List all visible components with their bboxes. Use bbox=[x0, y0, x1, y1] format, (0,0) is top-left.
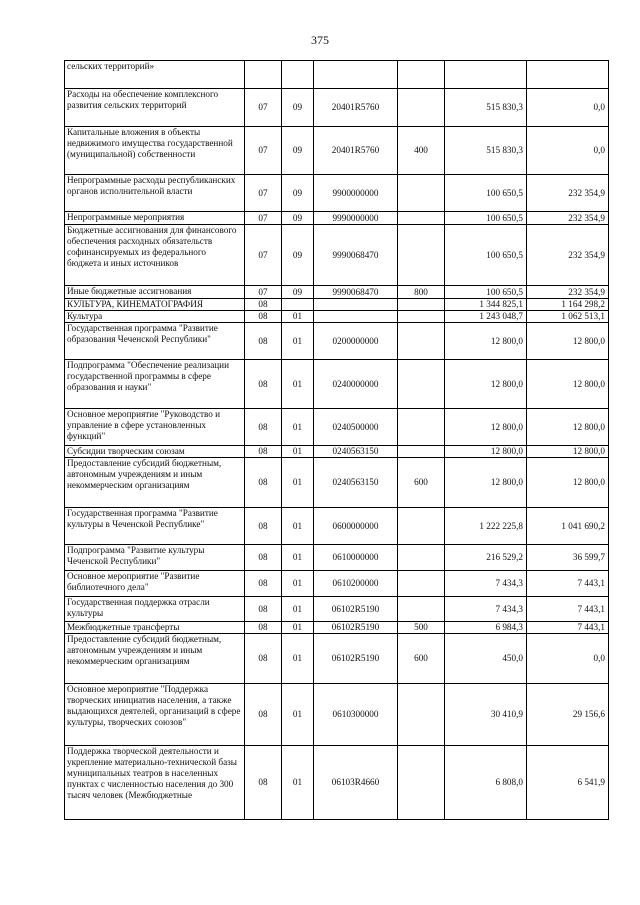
cell-name: Иные бюджетные ассигнования bbox=[65, 286, 245, 299]
budget-table-body bbox=[65, 61, 609, 820]
cell-name: Бюджетные ассигнования для финансового обеспечения расходных обязательств софинансируемых из федерального бюджета и иных источников bbox=[65, 225, 245, 286]
cell-expense-type: 600 bbox=[398, 458, 445, 508]
cell-sum-year-1: 6 808,0 bbox=[445, 746, 527, 820]
cell-target-article: 0610000000 bbox=[314, 545, 398, 571]
table-row bbox=[65, 61, 609, 89]
cell-sum-year-1: 7 434,3 bbox=[445, 597, 527, 622]
cell-expense-type bbox=[398, 360, 445, 409]
cell-target-article bbox=[314, 311, 398, 323]
cell-target-article: 0240563150 bbox=[314, 446, 398, 458]
cell-expense-type bbox=[398, 746, 445, 820]
cell-sum-year-1: 100 650,5 bbox=[445, 175, 527, 212]
cell-subsection: 01 bbox=[282, 311, 314, 323]
cell-target-article: 0240563150 bbox=[314, 458, 398, 508]
cell-sum-year-2 bbox=[527, 61, 609, 89]
cell-section: 08 bbox=[245, 684, 282, 746]
cell-target-article: 0610300000 bbox=[314, 684, 398, 746]
cell-section: 07 bbox=[245, 127, 282, 175]
cell-section: 08 bbox=[245, 571, 282, 597]
cell-sum-year-2: 6 541,9 bbox=[527, 746, 609, 820]
cell-subsection: 09 bbox=[282, 89, 314, 127]
cell-section: 08 bbox=[245, 311, 282, 323]
table-row bbox=[65, 299, 609, 311]
cell-subsection: 09 bbox=[282, 175, 314, 212]
cell-sum-year-2: 12 800,0 bbox=[527, 446, 609, 458]
cell-subsection: 01 bbox=[282, 622, 314, 634]
table-row bbox=[65, 634, 609, 684]
cell-section: 08 bbox=[245, 597, 282, 622]
cell-subsection: 01 bbox=[282, 360, 314, 409]
cell-expense-type bbox=[398, 545, 445, 571]
cell-expense-type bbox=[398, 597, 445, 622]
cell-name: Основное мероприятие "Развитие библиотечного дела" bbox=[65, 571, 245, 597]
table-row bbox=[65, 311, 609, 323]
table-row bbox=[65, 286, 609, 299]
cell-sum-year-2: 12 800,0 bbox=[527, 409, 609, 446]
table-row bbox=[65, 545, 609, 571]
cell-target-article: 9900000000 bbox=[314, 175, 398, 212]
cell-section: 08 bbox=[245, 634, 282, 684]
cell-sum-year-2: 0,0 bbox=[527, 89, 609, 127]
cell-section: 08 bbox=[245, 299, 282, 311]
cell-section: 08 bbox=[245, 360, 282, 409]
cell-sum-year-1: 100 650,5 bbox=[445, 286, 527, 299]
cell-subsection: 01 bbox=[282, 634, 314, 684]
cell-sum-year-1: 515 830,3 bbox=[445, 127, 527, 175]
cell-target-article: 06103R4660 bbox=[314, 746, 398, 820]
cell-expense-type bbox=[398, 89, 445, 127]
cell-subsection: 09 bbox=[282, 127, 314, 175]
cell-expense-type: 400 bbox=[398, 127, 445, 175]
cell-name: Непрограммные мероприятия bbox=[65, 212, 245, 225]
cell-sum-year-1: 515 830,3 bbox=[445, 89, 527, 127]
cell-name: Расходы на обеспечение комплексного развития сельских территорий bbox=[65, 89, 245, 127]
cell-sum-year-1: 30 410,9 bbox=[445, 684, 527, 746]
cell-expense-type bbox=[398, 225, 445, 286]
cell-sum-year-2: 7 443,1 bbox=[527, 597, 609, 622]
cell-sum-year-1: 450,0 bbox=[445, 634, 527, 684]
table-row bbox=[65, 409, 609, 446]
cell-sum-year-2: 1 164 298,2 bbox=[527, 299, 609, 311]
cell-sum-year-2: 12 800,0 bbox=[527, 360, 609, 409]
cell-sum-year-1: 1 344 825,1 bbox=[445, 299, 527, 311]
cell-name: Государственная программа "Развитие культуры в Чеченской Республике" bbox=[65, 508, 245, 545]
cell-target-article: 20401R5760 bbox=[314, 89, 398, 127]
cell-sum-year-1: 100 650,5 bbox=[445, 212, 527, 225]
cell-sum-year-1 bbox=[445, 61, 527, 89]
cell-target-article: 0240000000 bbox=[314, 360, 398, 409]
cell-sum-year-2: 12 800,0 bbox=[527, 323, 609, 360]
cell-section: 07 bbox=[245, 89, 282, 127]
cell-expense-type bbox=[398, 299, 445, 311]
cell-name: Межбюджетные трансферты bbox=[65, 622, 245, 634]
cell-name: Непрограммные расходы республиканских органов исполнительной власти bbox=[65, 175, 245, 212]
cell-sum-year-2: 0,0 bbox=[527, 127, 609, 175]
table-row bbox=[65, 323, 609, 360]
cell-subsection: 01 bbox=[282, 571, 314, 597]
cell-subsection: 09 bbox=[282, 286, 314, 299]
cell-target-article: 9990000000 bbox=[314, 212, 398, 225]
cell-section: 07 bbox=[245, 212, 282, 225]
table-row bbox=[65, 597, 609, 622]
cell-subsection bbox=[282, 61, 314, 89]
cell-sum-year-1: 216 529,2 bbox=[445, 545, 527, 571]
cell-name: Государственная поддержка отрасли культуры bbox=[65, 597, 245, 622]
cell-sum-year-2: 12 800,0 bbox=[527, 458, 609, 508]
cell-expense-type: 500 bbox=[398, 622, 445, 634]
cell-name: Подпрограмма "Развитие культуры Чеченской Республики" bbox=[65, 545, 245, 571]
cell-expense-type: 600 bbox=[398, 634, 445, 684]
cell-sum-year-2: 232 354,9 bbox=[527, 225, 609, 286]
cell-sum-year-2: 29 156,6 bbox=[527, 684, 609, 746]
cell-sum-year-2: 7 443,1 bbox=[527, 571, 609, 597]
cell-section: 08 bbox=[245, 508, 282, 545]
cell-subsection: 01 bbox=[282, 446, 314, 458]
cell-sum-year-2: 0,0 bbox=[527, 634, 609, 684]
cell-sum-year-1: 7 434,3 bbox=[445, 571, 527, 597]
cell-target-article: 0610200000 bbox=[314, 571, 398, 597]
budget-table bbox=[64, 60, 609, 820]
cell-subsection: 01 bbox=[282, 508, 314, 545]
cell-sum-year-1: 12 800,0 bbox=[445, 446, 527, 458]
cell-subsection: 01 bbox=[282, 684, 314, 746]
cell-sum-year-2: 1 041 690,2 bbox=[527, 508, 609, 545]
cell-expense-type bbox=[398, 446, 445, 458]
cell-target-article: 0200000000 bbox=[314, 323, 398, 360]
cell-section: 08 bbox=[245, 409, 282, 446]
cell-subsection: 09 bbox=[282, 212, 314, 225]
table-row bbox=[65, 127, 609, 175]
cell-sum-year-1: 6 984,3 bbox=[445, 622, 527, 634]
cell-expense-type bbox=[398, 61, 445, 89]
cell-target-article: 06102R5190 bbox=[314, 634, 398, 684]
table-row bbox=[65, 508, 609, 545]
cell-section: 08 bbox=[245, 446, 282, 458]
cell-expense-type bbox=[398, 311, 445, 323]
cell-target-article: 06102R5190 bbox=[314, 622, 398, 634]
cell-sum-year-1: 1 243 048,7 bbox=[445, 311, 527, 323]
cell-name: сельских территорий» bbox=[65, 61, 245, 89]
cell-target-article: 20401R5760 bbox=[314, 127, 398, 175]
cell-name: КУЛЬТУРА, КИНЕМАТОГРАФИЯ bbox=[65, 299, 245, 311]
cell-sum-year-2: 36 599,7 bbox=[527, 545, 609, 571]
cell-subsection: 01 bbox=[282, 458, 314, 508]
cell-name: Государственная программа "Развитие образования Чеченской Республики" bbox=[65, 323, 245, 360]
cell-subsection: 01 bbox=[282, 323, 314, 360]
table-row bbox=[65, 360, 609, 409]
table-row bbox=[65, 89, 609, 127]
cell-target-article: 9990068470 bbox=[314, 225, 398, 286]
table-row bbox=[65, 446, 609, 458]
cell-sum-year-2: 232 354,9 bbox=[527, 212, 609, 225]
cell-target-article bbox=[314, 61, 398, 89]
table-row bbox=[65, 225, 609, 286]
table-row bbox=[65, 175, 609, 212]
cell-target-article: 06102R5190 bbox=[314, 597, 398, 622]
cell-section: 08 bbox=[245, 746, 282, 820]
cell-sum-year-2: 232 354,9 bbox=[527, 175, 609, 212]
cell-name: Основное мероприятие "Поддержка творческих инициатив населения, а также выдающихся деятелей, организаций в сфере культуры, творческих союзов" bbox=[65, 684, 245, 746]
cell-name: Капитальные вложения в объекты недвижимого имущества государственной (муниципальной) собственности bbox=[65, 127, 245, 175]
cell-section: 08 bbox=[245, 622, 282, 634]
cell-subsection bbox=[282, 299, 314, 311]
cell-name: Субсидии творческим союзам bbox=[65, 446, 245, 458]
cell-section: 07 bbox=[245, 225, 282, 286]
cell-name: Предоставление субсидий бюджетным, автономным учреждениям и иным некоммерческим организациям bbox=[65, 634, 245, 684]
cell-name: Культура bbox=[65, 311, 245, 323]
cell-subsection: 01 bbox=[282, 597, 314, 622]
cell-expense-type bbox=[398, 571, 445, 597]
cell-expense-type: 800 bbox=[398, 286, 445, 299]
cell-sum-year-1: 12 800,0 bbox=[445, 323, 527, 360]
cell-name: Предоставление субсидий бюджетным, автономным учреждениям и иным некоммерческим организациям bbox=[65, 458, 245, 508]
cell-section: 07 bbox=[245, 175, 282, 212]
cell-name: Поддержка творческой деятельности и укрепление материально-технической базы муниципальных театров в населенных пунктах с численностью населения до 300 тысяч человек (Межбюджетные bbox=[65, 746, 245, 820]
cell-name: Основное мероприятие "Руководство и управление в сфере установленных функций" bbox=[65, 409, 245, 446]
cell-expense-type bbox=[398, 175, 445, 212]
table-row bbox=[65, 458, 609, 508]
cell-expense-type bbox=[398, 409, 445, 446]
table-row bbox=[65, 571, 609, 597]
cell-sum-year-1: 100 650,5 bbox=[445, 225, 527, 286]
cell-section: 07 bbox=[245, 286, 282, 299]
cell-target-article: 9990068470 bbox=[314, 286, 398, 299]
cell-subsection: 09 bbox=[282, 225, 314, 286]
cell-sum-year-1: 12 800,0 bbox=[445, 458, 527, 508]
cell-target-article bbox=[314, 299, 398, 311]
cell-expense-type bbox=[398, 212, 445, 225]
cell-target-article: 0600000000 bbox=[314, 508, 398, 545]
cell-expense-type bbox=[398, 323, 445, 360]
table-row bbox=[65, 622, 609, 634]
table-row bbox=[65, 746, 609, 820]
cell-section: 08 bbox=[245, 323, 282, 360]
cell-subsection: 01 bbox=[282, 409, 314, 446]
cell-sum-year-2: 7 443,1 bbox=[527, 622, 609, 634]
cell-sum-year-2: 1 062 513,1 bbox=[527, 311, 609, 323]
cell-section: 08 bbox=[245, 545, 282, 571]
cell-sum-year-2: 232 354,9 bbox=[527, 286, 609, 299]
page-number: 375 bbox=[311, 33, 329, 47]
cell-section bbox=[245, 61, 282, 89]
cell-subsection: 01 bbox=[282, 545, 314, 571]
cell-target-article: 0240500000 bbox=[314, 409, 398, 446]
cell-section: 08 bbox=[245, 458, 282, 508]
cell-name: Подпрограмма "Обеспечение реализации государственной программы в сфере образования и науки" bbox=[65, 360, 245, 409]
table-row bbox=[65, 684, 609, 746]
cell-sum-year-1: 12 800,0 bbox=[445, 360, 527, 409]
cell-expense-type bbox=[398, 508, 445, 545]
cell-expense-type bbox=[398, 684, 445, 746]
cell-subsection: 01 bbox=[282, 746, 314, 820]
cell-sum-year-1: 12 800,0 bbox=[445, 409, 527, 446]
cell-sum-year-1: 1 222 225,8 bbox=[445, 508, 527, 545]
table-row bbox=[65, 212, 609, 225]
